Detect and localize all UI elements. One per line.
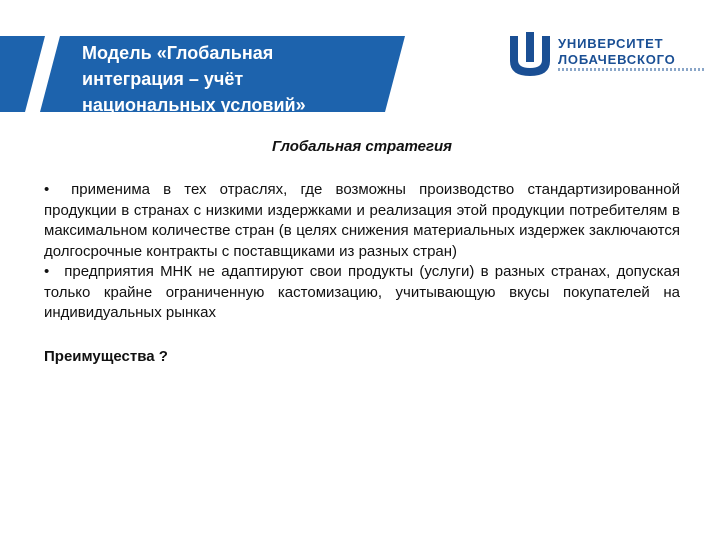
university-logo-icon	[508, 30, 552, 78]
left-accent-shape	[0, 36, 45, 112]
bullet-paragraph	[44, 180, 680, 262]
university-logo-line: ЛОБАЧЕВСКОГО	[558, 52, 676, 67]
university-logo-line: УНИВЕРСИТЕТ	[558, 36, 664, 51]
bullet-text: предприятия МНК не адаптируют свои продукты (услуги) в разных странах, допуская только крайне ограниченную кастомизацию, учитывающую вкусы покупателей на индивидуальных рынках	[44, 263, 680, 321]
bullet-marker: •	[44, 181, 50, 198]
slide-title-line: национальных условий»	[82, 95, 306, 115]
bullet-text: применима в тех отраслях, где возможны производство стандартизированной продукции в странах с низкими издержками и реализация этой продукции потребителям в максимальном количестве стран (в целях снижения материальных издержек заключаются долгосрочные контракты с поставщиками из разных стран)	[44, 181, 680, 260]
university-logo-underline	[558, 68, 706, 71]
slide-content	[44, 136, 680, 367]
university-logo-text	[558, 36, 676, 68]
slide-title-line: Модель «Глобальная	[82, 43, 274, 63]
section-subtitle: Глобальная стратегия	[271, 138, 453, 155]
university-logo	[508, 30, 708, 86]
slide-title-line: интеграция – учёт	[82, 69, 244, 89]
bullet-marker: •	[44, 263, 50, 280]
bullet-paragraph	[44, 262, 680, 324]
advantages-question: Преимущества ?	[44, 347, 168, 365]
slide-title	[82, 40, 382, 118]
